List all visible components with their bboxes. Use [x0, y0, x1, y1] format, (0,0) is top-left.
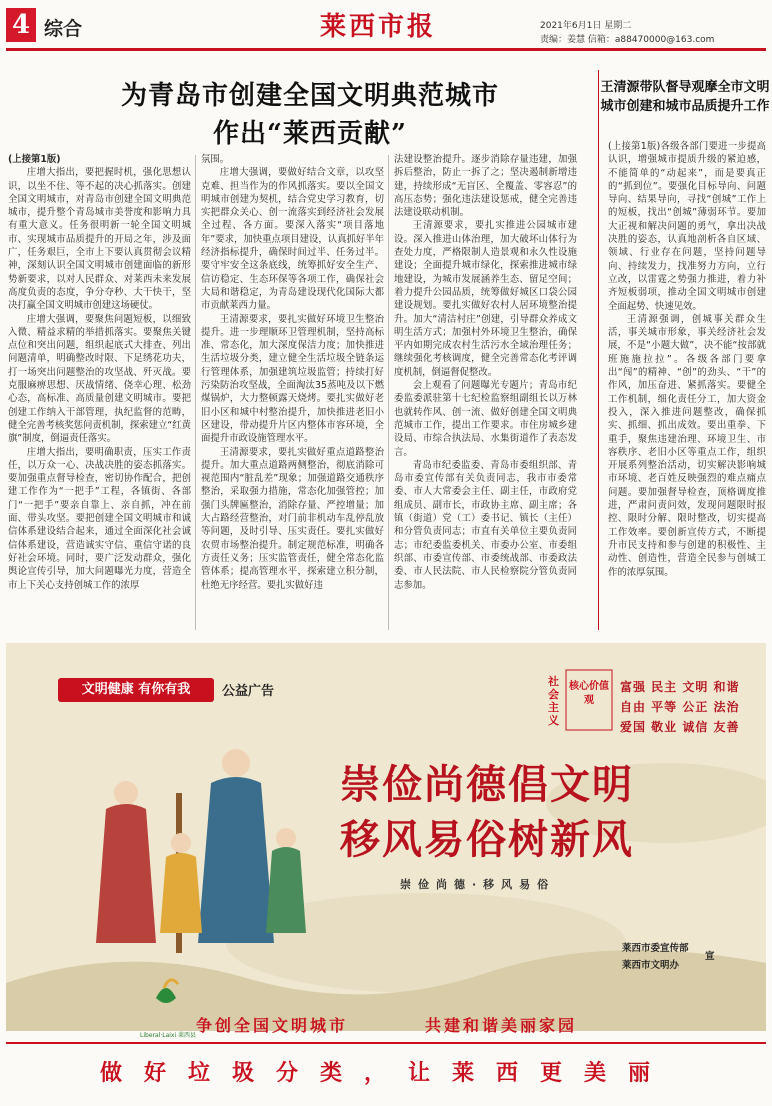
paragraph: 王清源强调，创城事关群众生活，事关城市形象，事关经济社会发展，不是“小题大做”，决不能“按部就班施施拉拉”。各级各部门要拿出“闯”的精神、“创”的劲头、“干”的作风，加压奋进、紧抓落实。要健全工作机制，细化责任分工，加大资金投入，深入推进问题整改，确保抓实、抓细、抓出成效。要出重拳、下重手，聚焦违建治理、环境卫生、市容秩序、老旧小区等重点工作，组织开展系列整治活动，切实解决影响城市环境、老百姓反映强烈的难点痛点问题。要加强督导检查，顶格调度推进，严肃问责问效，发现问题限时报控、限时分解、限时整改，切实提高工作效率。要创新宣传方式，不断提升市民支持和参与创建的积极性、主动性、创造性，营造全民参与创城工作的浓厚氛围。: [608, 313, 766, 578]
column-divider: [388, 155, 389, 630]
core-values-seal: [566, 670, 612, 728]
article-column-3: [394, 153, 577, 633]
paragraph: 庄增大指出，要把握时机，强化思想认识，以坐不住、等不起的决心抓落实。创建全国文明城市，对青岛市创建全国文明典范城市，提升整个青岛城市美誉度和影响力具有重大意义。任务很明新一轮全国文明城市、实现城市品质提升的开局之年，涉及面广，任务艰巨，全市上下要认真贯彻会议精神，深刻认识全国文明城市创建面临的新形势新要求，以对人民群众、对莱西未来发展高度负责的态度，争分夺秒、大干快干，坚决打赢全国文明城市创建这场硬仗。: [8, 167, 191, 312]
paragraph: 法建设整治提升。逐步消除存量违建，加强拆后整治，防止一拆了之；坚决遏制新增违建，持续形成“无盲区、全覆盖、零容忍”的高压态势；强化违法建设惩戒，健全完善违法建设联动机制。: [394, 154, 577, 219]
footer-divider: [6, 1042, 766, 1044]
side-headline: 王清源带队督导观摩全市文明城市创建和城市品质提升工作: [600, 80, 770, 114]
ad-tag: 文明健康 有你有我: [58, 678, 214, 702]
editor-info: 责编：姜慧 信箱：a88470000@163.com: [540, 35, 715, 45]
article-column-1: [8, 153, 191, 633]
paragraph: 庄增大指出，要明确职责，压实工作责任，以万众一心、决战决胜的姿态抓落实。要加强重点督导检查，密切协作配合，把创建工作作为“一把手”工程，各镇街、各部门“一把手”要亲自靠上、亲自抓，冲在前面、带头攻坚。要把创建全国文明城市和诚信体系建设结合起来，通过全面深化社会诚信体系建设，营造诚实守信、重信守诺的良好社会环境。同时，要广泛发动群众，强化舆论宣传引导，加大问题曝光力度，营造全市上下关心支持创城工作的浓厚: [8, 446, 191, 591]
ad-slogan-line1: 崇俭尚德倡文明: [340, 762, 634, 808]
figure-woman: [96, 781, 156, 943]
paragraph: (上接第1版)各级各部门要进一步提高认识，增强城市提质升级的紧迫感，不能简单的“动起来”，而是要真正的“抓到位”。要强化目标导向、问题导向、结果导向，寻找“创城”工作上的短板，找出“创城”薄弱环节。要加大正视和解决问题的勇气，拿出决战决胜的姿态，认真地剖析各自区域、领域、行业存在问题，坚持问题导向、持续发力，找准努力方向，立行立改，以雷霆之势强力推进，着力补齐短板弱项，推动全国文明城市创建全面起势、快速见效。: [608, 141, 766, 312]
ad-banner-left: 争创全国文明城市: [196, 1016, 349, 1035]
paragraph: 氛围。: [201, 154, 230, 165]
column-divider: [195, 155, 196, 630]
masthead-logo: 莱西市报: [320, 12, 437, 42]
paragraph: 庄增大强调，要聚焦问题短板，以细致入微、精益求精的举措抓落实。要聚焦关键点位和突出问题，组织起底式大排查、列出问题清单，明确整改时限、下足绣花功夫，打一场突出问题整治的攻坚战、歼灭战。要克服麻痹思想、厌战情绪、侥幸心理、松劲心态，高标准、高质量创建文明城市。要把创建工作纳入干部管理，执纪监督的范畴，健全完善考核奖惩问责机制，探索建立“红黄旗”制度，倒逼责任落实。: [8, 313, 191, 445]
ad-public-label: 公益广告: [222, 684, 275, 699]
paragraph: 青岛市纪委监委、青岛市委组织部、青岛市委宣传部有关负责同志，我市市委常委、市人大常委会主任、副主任，市政府党组成员、副市长，市政协主席、副主席；各镇（街道）党（工）委书记、镇长（主任）和分管负责同志；市直有关单位主要负责同志；市纪委监委机关、市委办公室、市委组织部、市委宣传部、市委统战部、市委政法委、市人民法院、市人民检察院分管负责同志参加。: [394, 459, 577, 591]
paragraph: 会上观看了问题曝光专题片；青岛市纪委监委派驻第十七纪检监察组副组长以万林也就转作风、创一流、做好创建全国文明典范城市工作，提出工作要求。市住房城乡建设局、市综合执法局、水集街道作了表态发言。: [394, 380, 577, 458]
paragraph: 王清源要求，要扎实做好重点道路整治提升。加大重点道路两侧整治，彻底消除可视范围内“脏乱差”现象；加强道路交通秩序整治，采取强力措施，常态化加强管控；加强门头牌匾整治，消除存量、严控增量；加大占路经营整治，对门前非机动车乱停乱放等问题，及时引导、压实责任。要扎实做好农贸市场整治提升。制定规范标准，明确各方责任义务；压实监管责任，健全常态化监管体系；提高管理水平，探索建立积分制，杜绝无序经营。要扎实做好违: [201, 446, 384, 591]
side-article-body: [608, 140, 766, 590]
core-values-row: 爱国 敬业 诚信 友善: [620, 720, 740, 734]
continuation-note: (上接第1版): [8, 154, 61, 165]
issue-date: 2021年6月1日 星期二: [540, 21, 632, 31]
seal-text: 核心价值观: [569, 681, 609, 706]
ad-slogan-line2: 移风易俗树新风: [340, 817, 634, 863]
ad-banner-right: 共建和谐美丽家园: [425, 1016, 578, 1035]
core-values-title: 社会主义: [548, 675, 559, 727]
ad-publisher: 莱西市文明办: [622, 960, 680, 971]
figure-child: [160, 833, 202, 933]
header-divider: [6, 48, 766, 51]
paragraph: 王清源要求，要扎实做好环境卫生整治提升。进一步理顺环卫管理机制，坚持高标准、常态化，加大深度保洁力度；加快推进生活垃圾分类，建立健全生活垃圾全链条运行管理体系，加强建筑垃圾监管；持续打好污染防治攻坚战，全面淘汰35蒸吨及以下燃煤锅炉，大力整顿露天烧烤。要扎实做好老旧小区和城中村整治提升，加快推进老旧小区建设，带动提升片区内整体市容环境，全面提升市政设施管理水平。: [201, 313, 384, 445]
section-title: 综合: [44, 18, 83, 40]
article-column-2: [201, 153, 384, 633]
paragraph: 王清源要求，要扎实推进公园城市建设。深入推进山体治理，加大破坏山体行为查处力度，严格限制人造景观和永久性设施建设；全面提升城市绿化，探索推进城市绿地建设，为城市发展涵养生态、留足空间；着力提升公园品质，统筹做好城区口袋公园建设规划。要扎实做好农村人居环境整治提升。加大“清洁村庄”创建，引导群众养成文明生活方式；加强村外环境卫生整治，确保平内如期完成农村生活污水全域治理任务；继续强化考核调度，健全完善常态化考评调度机制，倒逼督促整改。: [394, 220, 577, 378]
paragraph: 庄增大强调，要做好结合文章，以攻坚克难、担当作为的作风抓落实。要以全国文明城市创建为契机，结合党史学习教育，切实把群众关心、创一流落实到经济社会发展全过程、各方面。要深入落实“项目落地年”要求，加快重点项目建设，认真抓好半年经济指标提升，确保时间过半、任务过半。要守牢安全这条底线，统筹抓好安全生产、信访稳定、生态环保等各项工作，确保社会大局和谐稳定，为青岛建设现代化国际大都市贡献莱西力量。: [201, 167, 384, 312]
ad-sub-slogan: 崇俭尚德·移风易俗: [400, 878, 556, 891]
page-number: 4: [6, 8, 36, 42]
headline-line1: 为青岛市创建全国文明典范城市: [120, 81, 499, 111]
footer-slogan: 做好垃圾分类，让莱西更美丽: [99, 1060, 672, 1086]
ad-publisher: 莱西市委宣传部: [622, 943, 689, 954]
core-values-row: 富强 民主 文明 和谐: [620, 680, 740, 694]
logo-caption: Liberal·Laixi 莱西县: [140, 1032, 197, 1039]
figure-boy: [266, 828, 306, 933]
side-article-divider: [598, 70, 599, 630]
headline-line2: 作出“莱西贡献”: [213, 119, 407, 149]
ad-publisher-suffix: 宣: [705, 951, 715, 962]
core-values-row: 自由 平等 公正 法治: [620, 700, 740, 714]
